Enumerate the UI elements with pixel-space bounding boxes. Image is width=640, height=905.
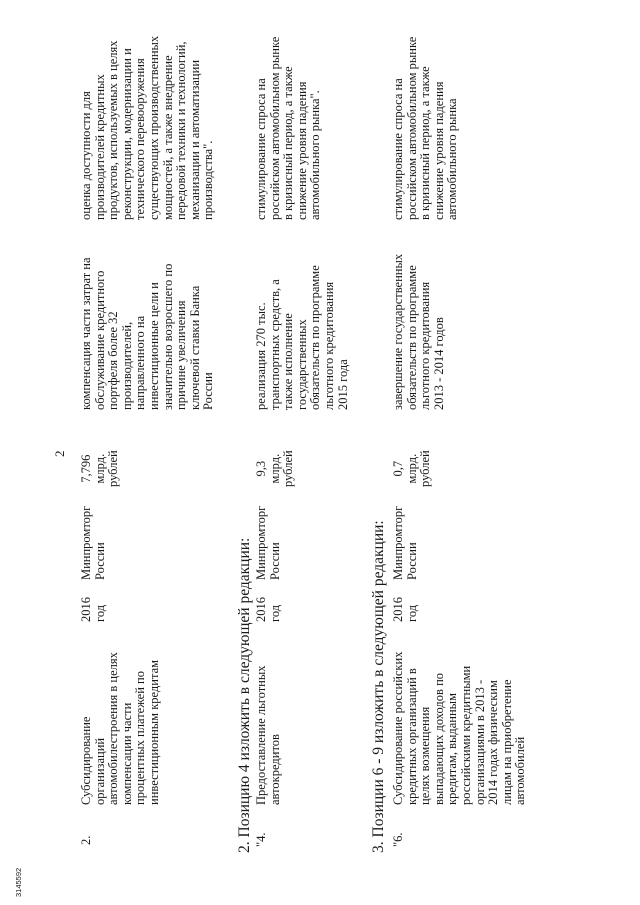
document-code: 3145592 xyxy=(14,867,23,897)
period: 2016 год xyxy=(254,597,282,622)
expected-result: реализация 270 тыс. транспортных средств, а также исполнение государственных обязательств по программе льготного кредитования 2015 года xyxy=(254,265,350,410)
row-number: "6. xyxy=(391,832,405,847)
section-heading-3: 3. Позиции 6 - 9 изложить в следующей редакции: xyxy=(370,520,387,853)
period: 2016 год xyxy=(79,597,107,622)
responsible-agency: Минпромторг России xyxy=(79,505,107,580)
funding-amount: 7,796 млрд. рублей xyxy=(79,450,121,487)
responsible-agency: Минпромторг России xyxy=(254,505,282,580)
measure-name: Субсидирование организаций автомобилестроения в целях компенсации части процентных платежей по инвестиционным кредитам xyxy=(79,652,161,805)
expected-result: завершение государственных обязательств по программе льготного кредитования 2013 - 2014 годов xyxy=(391,253,446,410)
effect-indicator: стимулирование спроса на российском автомобильном рынке в кризисный период, а также снижение уровня падения автомобильного рынка". xyxy=(254,36,323,220)
period: 2016 год xyxy=(391,597,419,622)
responsible-agency: Минпромторг России xyxy=(391,505,419,580)
row-number: "4. xyxy=(254,832,268,847)
funding-amount: 0,7 млрд. рублей xyxy=(391,450,433,487)
effect-indicator: стимулирование спроса на российском автомобильном рынке в кризисный период, а также снижение уровня падения автомобильного рынка xyxy=(391,36,460,220)
row-number: 2. xyxy=(79,835,93,845)
funding-amount: 9,3 млрд. рублей xyxy=(254,450,296,487)
page-number: 2 xyxy=(52,450,67,457)
section-heading-2: 2. Позицию 4 изложить в следующей редакции: xyxy=(236,537,253,853)
measure-name: Субсидирование российских кредитных организаций в целях возмещения выпадающих доходов по кредитам, выданным российскими кредитными организациями в 2013 - 2014 годах физическим лицам на приобретение автомобилей xyxy=(391,651,528,805)
effect-indicator: оценка доступности для производителей кредитных продуктов, используемых в целях реконструкции, модернизации и технического перевооружения существующих производственных мощностей, а также внедрение передовой техники и технологий, механизации и автоматизации производства". xyxy=(79,35,216,220)
expected-result: компенсация части затрат на обслуживание кредитного портфеля более 32 производителей, направленного на инвестиционные цели и значительно возросшего по причине увеличения ключевой ставки Банка России xyxy=(79,257,216,410)
measure-name: Предоставление льготных автокредитов xyxy=(254,665,282,805)
